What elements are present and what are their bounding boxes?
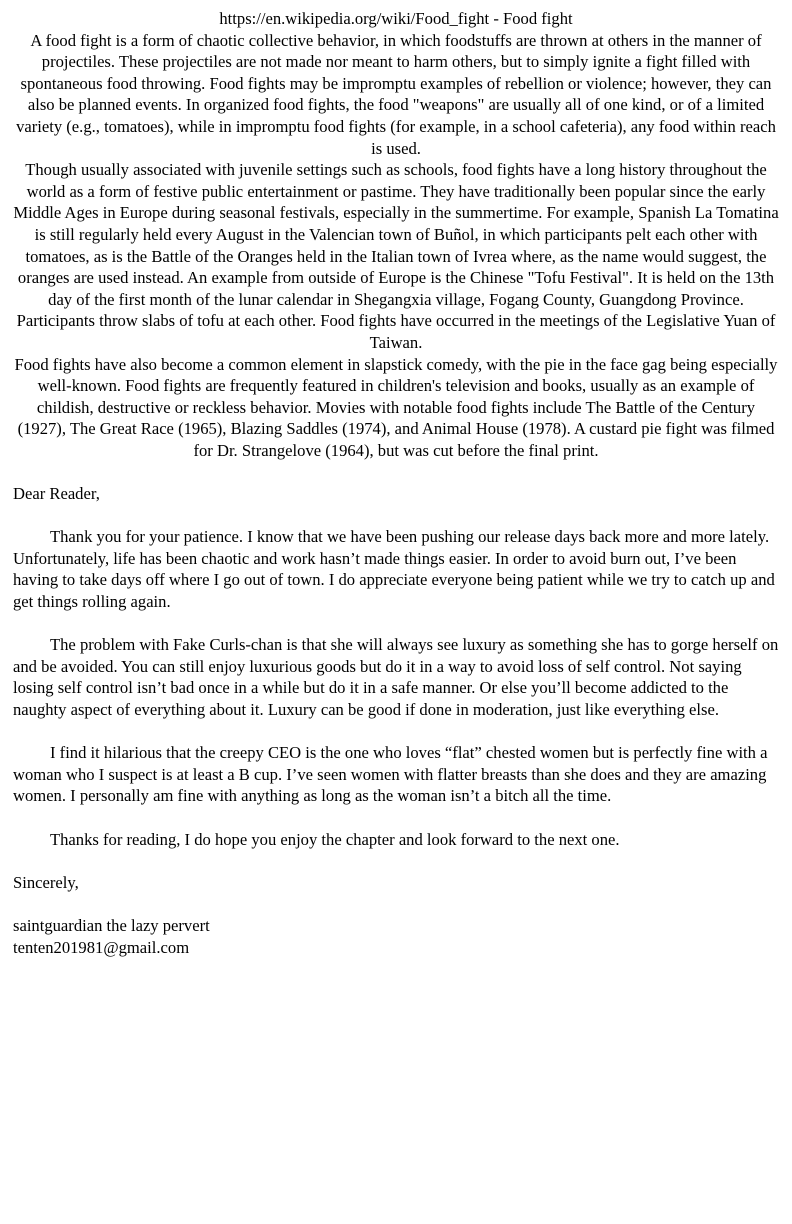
letter-paragraph-2: The problem with Fake Curls-chan is that she will always see luxury as something she has to gorge herself on and be avoided. You can still enjoy luxurious goods but do it in a way to avoid loss of self control. Not saying losing self control isn’t bad once in a while but do it in a safe manner. Or else you’ll become addicted to the naughty aspect of everything about it. Luxury can be good if done in moderation, just like everything else. <box>13 635 779 719</box>
article-paragraph-3: Food fights have also become a common element in slapstick comedy, with the pie in the face gag being especially well-known. Food fights are frequently featured in children's television and books, usually as an example of childish, destructive or reckless behavior. Movies with notable food fights include The Battle of the Century (1927), The Great Race (1965), Blazing Saddles (1974), and Animal House (1978). A custard pie fight was filmed for Dr. Strangelove (1964), but was cut before the final print. <box>14 354 778 460</box>
letter-paragraph-4: Thanks for reading, I do hope you enjoy the chapter and look forward to the next one. <box>50 829 620 849</box>
letter-paragraph-1: Thank you for your patience. I know that we have been pushing our release days back more and more lately. Unfortunately, life has been chaotic and work hasn’t made things easier. In order to avoid burn out, I’ve been having to take days off where I go out of town. I do appreciate everyone being patient while we try to catch up and get things rolling again. <box>13 527 775 612</box>
letter-closing: Sincerely, <box>13 872 79 892</box>
letter-greeting: Dear Reader, <box>13 484 100 504</box>
signature-name: saintguardian the lazy pervert <box>13 915 210 935</box>
article-paragraph-2: Though usually associated with juvenile settings such as schools, food fights have a long history throughout the world as a form of festive public entertainment or pastime. They have traditionally been popular since the early Middle Ages in Europe during seasonal festivals, especially in the summertime. For example, Spanish La Tomatina is still regularly held every August in the Valencian town of Buñol, in which participants pelt each other with tomatoes, as is the Battle of the Oranges held in the Italian town of Ivrea where, as the name would suggest, the oranges are used instead. An example from outside of Europe is the Chinese "Tofu Festival". It is held on the 13th day of the first month of the lunar calendar in Shegangxia village, Fogang County, Guangdong Province. Participants throw slabs of tofu at each other. Food fights have occurred in the meetings of the Legislative Yuan of Taiwan. <box>13 160 779 352</box>
signature-block <box>13 915 779 958</box>
article-excerpt <box>13 8 779 461</box>
letter-paragraph-3: I find it hilarious that the creepy CEO is the one who loves “flat” chested women but is perfectly fine with a woman who I suspect is at least a B cup. I’ve seen women with flatter breasts than she does and they are amazing women. I personally am fine with anything as long as the woman isn’t a bitch all the time. <box>13 743 768 806</box>
letter-body <box>13 483 779 958</box>
article-paragraph-1: A food fight is a form of chaotic collective behavior, in which foodstuffs are thrown at others in the manner of projectiles. These projectiles are not made nor meant to harm others, but to simply ignite a fight filled with spontaneous food throwing. Food fights may be impromptu examples of rebellion or violence; however, they can also be planned events. In organized food fights, the food "weapons" are usually all of one kind, or of a limited variety (e.g., tomatoes), while in impromptu food fights (for example, in a school cafeteria), any food within reach is used. <box>16 30 776 158</box>
signature-email: tenten201981@gmail.com <box>13 937 190 957</box>
source-line: https://en.wikipedia.org/wiki/Food_fight - Food fight <box>219 9 573 28</box>
